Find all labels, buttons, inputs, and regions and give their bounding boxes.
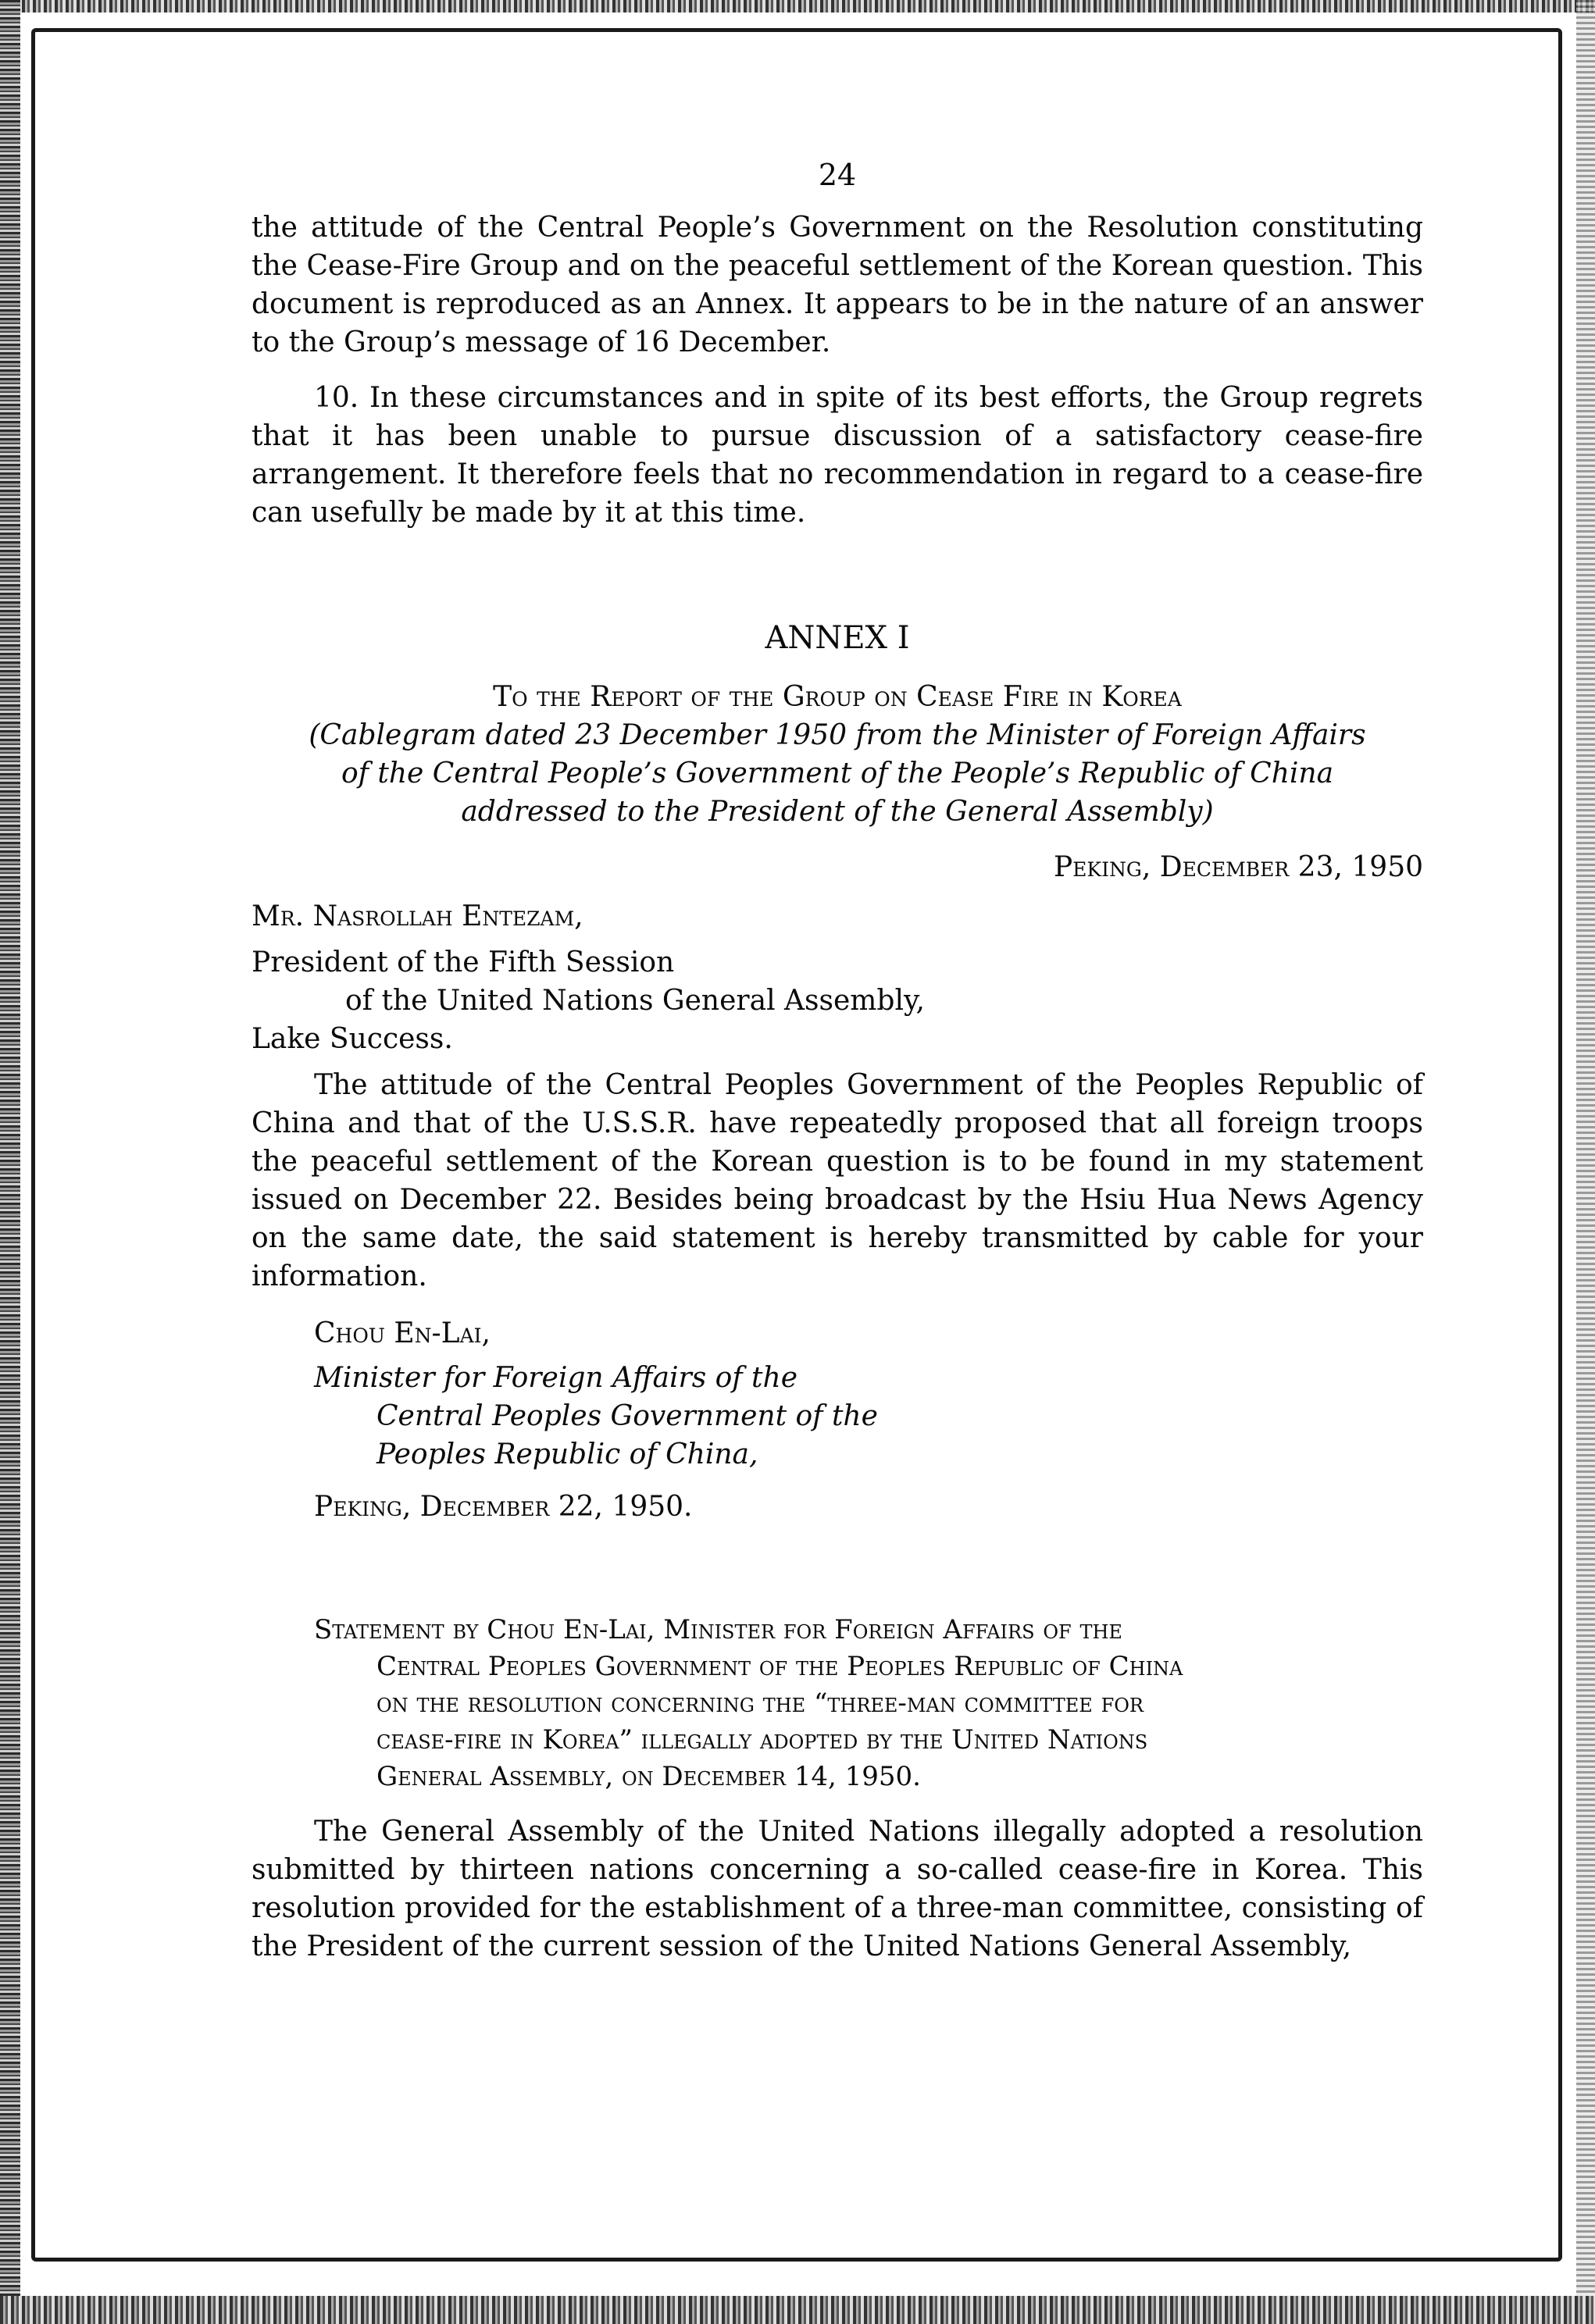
- annex-subtitle: To the Report of the Group on Cease Fire in Korea: [493, 681, 1182, 713]
- addressee-line: President of the Fifth Session: [252, 946, 675, 978]
- statement-heading-line: cease-fire in Korea” illegally adopted by the United Nations: [376, 1724, 1148, 1755]
- statement-heading-line: General Assembly, on December 14, 1950.: [376, 1761, 921, 1792]
- statement-heading-line: Statement by Chou En-Lai, Minister for Foreign Affairs of the: [314, 1614, 1122, 1645]
- page-number: 24: [818, 158, 857, 192]
- addressee-block: [252, 897, 1423, 1058]
- statement-heading-line: on the resolution concerning the “three-man committee for: [376, 1688, 1144, 1719]
- annex-caption-line: of the Central People’s Government of the People’s Republic of China: [341, 757, 1334, 790]
- paragraph-10: 10. In these circumstances and in spite of its best efforts, the Group regrets that it has been unable to pursue discussion of a satisfactory cease-fire arrangement. It therefore feels that no recommendation in regard to a cease-fire can usefully be made by it at this time.: [252, 382, 1423, 529]
- addressee-name: Mr. Nasrollah Entezam,: [252, 900, 583, 932]
- scan-edge-top: [0, 0, 1595, 12]
- signatory-title-line: Central Peoples Government of the: [376, 1400, 878, 1432]
- signature-block: [252, 1314, 1423, 1526]
- annex-caption-line: (Cablegram dated 23 December 1950 from the Minister of Foreign Affairs: [309, 719, 1366, 751]
- annex-caption-line: addressed to the President of the General Assembly): [461, 796, 1214, 828]
- annex-caption: [252, 716, 1423, 831]
- signatory-name: Chou En-Lai,: [314, 1317, 491, 1349]
- scan-edge-bottom: [0, 2296, 1595, 2324]
- paragraph-continuation: the attitude of the Central People’s Government on the Resolution constituting the Cease-Fire Group and on the peaceful settlement of the Korean question. This document is reproduced as an Annex. It appears to be in the nature of an answer to the Group’s message of 16 December.: [252, 212, 1423, 358]
- scan-edge-right: [1576, 0, 1595, 2324]
- addressee-line: Lake Success.: [252, 1023, 453, 1055]
- dateline: Peking, December 23, 1950: [1053, 851, 1423, 883]
- statement-heading-line: Central Peoples Government of the Peoples Republic of China: [376, 1651, 1183, 1682]
- cablegram-body: The attitude of the Central Peoples Government of the Peoples Republic of China and that of the U.S.S.R. have repeatedly proposed that all foreign troops the peaceful settlement of the Korean question is to be found in my statement issued on December 22. Besides being broadcast by the Hsiu Hua News Agency on the same date, the said statement is hereby transmitted by cable for your information.: [252, 1069, 1423, 1292]
- scan-edge-left: [0, 0, 20, 2324]
- statement-body: The General Assembly of the United Nations illegally adopted a resolution submitted by thirteen nations concerning a so-called cease-fire in Korea. This resolution provided for the establishment of a three-man committee, consisting of the President of the current session of the United Nations General Assembly,: [252, 1816, 1423, 1962]
- annex-heading: ANNEX I: [765, 620, 910, 656]
- document-page: [252, 156, 1423, 1966]
- statement-heading: [252, 1612, 1423, 1795]
- addressee-line: of the United Nations General Assembly,: [345, 985, 925, 1017]
- signatory-title-line: Minister for Foreign Affairs of the: [314, 1362, 798, 1394]
- signature-place-date: Peking, December 22, 1950.: [314, 1491, 693, 1523]
- signatory-title-line: Peoples Republic of China,: [376, 1438, 758, 1470]
